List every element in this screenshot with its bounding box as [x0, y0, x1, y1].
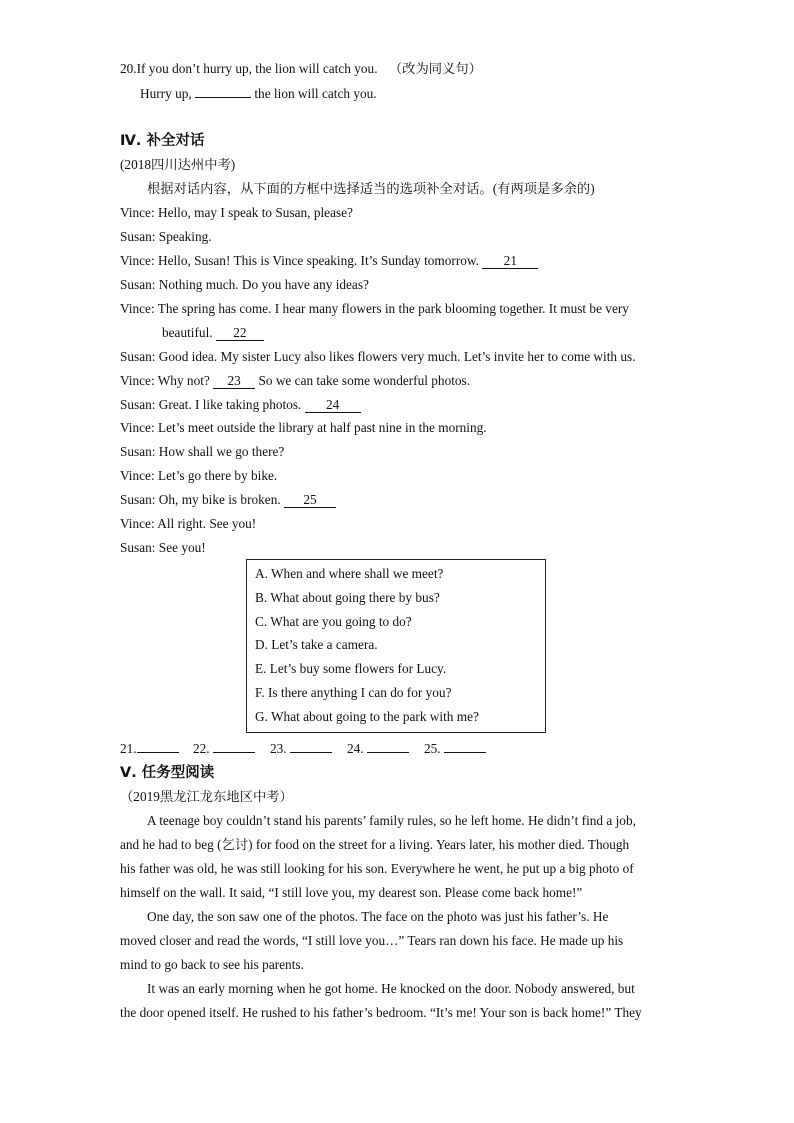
answer-25 — [424, 740, 486, 758]
dialogue-line — [120, 491, 336, 509]
answer-blank-22[interactable] — [213, 752, 255, 753]
utterance: The spring has come. I hear many flowers in the park blooming together. It must be very — [157, 301, 629, 316]
speaker: Susan: — [120, 277, 156, 292]
answer-label: 25. — [424, 741, 441, 756]
utterance: Hello, Susan! This is Vince speaking. It’s Sunday tomorrow. — [157, 253, 483, 268]
dialogue-line — [120, 467, 277, 485]
answer-blank-25[interactable] — [444, 752, 486, 753]
speaker: Susan: — [120, 492, 156, 507]
q20-rewrite-before: Hurry up, — [140, 86, 196, 101]
section5-title: Ⅴ. 任务型阅读 — [120, 765, 215, 781]
utterance: Good idea. My sister Lucy also likes flowers very much. Let’s invite her to come with us. — [158, 349, 636, 364]
dialogue-line — [120, 443, 284, 461]
passage-line: moved closer and read the words, “I still love you…” Tears ran down his face. He made up his — [120, 933, 624, 948]
dialogue-line — [120, 204, 353, 222]
q20-prompt: 20.If you don’t hurry up, the lion will catch you. — [120, 61, 378, 76]
option-d: D. Let’s take a camera. — [255, 637, 378, 652]
dialogue-line — [120, 348, 636, 366]
options-box — [246, 559, 546, 733]
speaker: Vince: — [120, 420, 155, 435]
speaker: Susan: — [120, 540, 156, 555]
utterance: Hello, may I speak to Susan, please? — [157, 205, 353, 220]
q20-answer-blank[interactable] — [195, 97, 251, 98]
utterance: How shall we go there? — [158, 444, 285, 459]
answer-blank-23[interactable] — [290, 752, 332, 753]
blank-25[interactable]: 25 — [284, 493, 336, 508]
blank-22[interactable]: 22 — [216, 326, 264, 341]
speaker: Vince: — [120, 468, 155, 483]
section4-instruction: 根据对话内容，从下面的方框中选择适当的选项补全对话。(有两项是多余的) — [147, 181, 595, 196]
answer-label: 24. — [347, 741, 364, 756]
q20-rewrite-after: the lion will catch you. — [251, 86, 377, 101]
utterance: Oh, my bike is broken. — [158, 492, 284, 507]
speaker: Susan: — [120, 397, 156, 412]
utterance: Let’s meet outside the library at half past nine in the morning. — [157, 420, 487, 435]
q20-instruction: （改为同义句） — [388, 61, 482, 76]
utterance: Nothing much. Do you have any ideas? — [158, 277, 369, 292]
passage-line: A teenage boy couldn’t stand his parents’ family rules, so he left home. He didn’t find a job, — [147, 813, 636, 828]
utterance: Speaking. — [158, 229, 212, 244]
passage-line: mind to go back to see his parents. — [120, 957, 304, 972]
answer-blank-21[interactable] — [137, 752, 179, 753]
speaker: Vince: — [120, 253, 155, 268]
utterance: See you! — [158, 540, 206, 555]
passage-line: It was an early morning when he got home. He knocked on the door. Nobody answered, but — [147, 981, 635, 996]
blank-24[interactable]: 24 — [305, 398, 361, 413]
utterance: Great. I like taking photos. — [158, 397, 305, 412]
speaker: Vince: — [120, 205, 155, 220]
option-g: G. What about going to the park with me? — [255, 709, 479, 724]
dialogue-line — [120, 396, 361, 414]
dialogue-line — [120, 228, 212, 246]
dialogue-line-continuation — [162, 324, 264, 342]
answer-label: 22. — [193, 741, 210, 756]
option-e: E. Let’s buy some flowers for Lucy. — [255, 661, 447, 676]
q20-rewrite-line — [140, 85, 377, 103]
blank-23[interactable]: 23 — [213, 374, 255, 389]
option-b: B. What about going there by bus? — [255, 590, 440, 605]
passage-line: the door opened itself. He rushed to his father’s bedroom. “It’s me! Your son is back home!” They — [120, 1005, 642, 1020]
section4-source: (2018四川达州中考) — [120, 157, 236, 172]
section5-source: （2019黑龙江龙东地区中考） — [120, 789, 293, 804]
speaker: Susan: — [120, 229, 156, 244]
blank-21[interactable]: 21 — [482, 254, 538, 269]
answer-23 — [270, 740, 332, 758]
answer-22 — [193, 740, 255, 758]
dialogue-line — [120, 276, 369, 294]
utterance: Why not? — [157, 373, 214, 388]
speaker: Vince: — [120, 516, 155, 531]
utterance-after: So we can take some wonderful photos. — [255, 373, 471, 388]
utterance: Let’s go there by bike. — [157, 468, 278, 483]
option-c: C. What are you going to do? — [255, 614, 412, 629]
answer-24 — [347, 740, 409, 758]
option-f: F. Is there anything I can do for you? — [255, 685, 452, 700]
utterance: beautiful. — [162, 325, 216, 340]
dialogue-line — [120, 300, 629, 318]
dialogue-line — [120, 539, 206, 557]
speaker: Vince: — [120, 373, 155, 388]
option-a: A. When and where shall we meet? — [255, 566, 444, 581]
passage-line: his father was old, he was still looking for his son. Everywhere he went, he put up a big photo of — [120, 861, 634, 876]
passage-line: One day, the son saw one of the photos. The face on the photo was just his father’s. He — [147, 909, 609, 924]
utterance: All right. See you! — [157, 516, 257, 531]
passage-line: himself on the wall. It said, “I still love you, my dearest son. Please come back home!” — [120, 885, 583, 900]
speaker: Susan: — [120, 444, 156, 459]
dialogue-line — [120, 372, 470, 390]
answer-blank-24[interactable] — [367, 752, 409, 753]
dialogue-line — [120, 419, 487, 437]
answer-label: 23. — [270, 741, 287, 756]
passage-line: and he had to beg (乞讨) for food on the street for a living. Years later, his mother died. Though — [120, 837, 630, 852]
answer-21 — [120, 740, 179, 758]
answer-label: 21. — [120, 741, 137, 756]
speaker: Susan: — [120, 349, 156, 364]
dialogue-line — [120, 252, 538, 270]
q20-prompt-line — [120, 60, 482, 78]
dialogue-line — [120, 515, 256, 533]
section4-title: Ⅳ. 补全对话 — [120, 133, 205, 149]
speaker: Vince: — [120, 301, 155, 316]
